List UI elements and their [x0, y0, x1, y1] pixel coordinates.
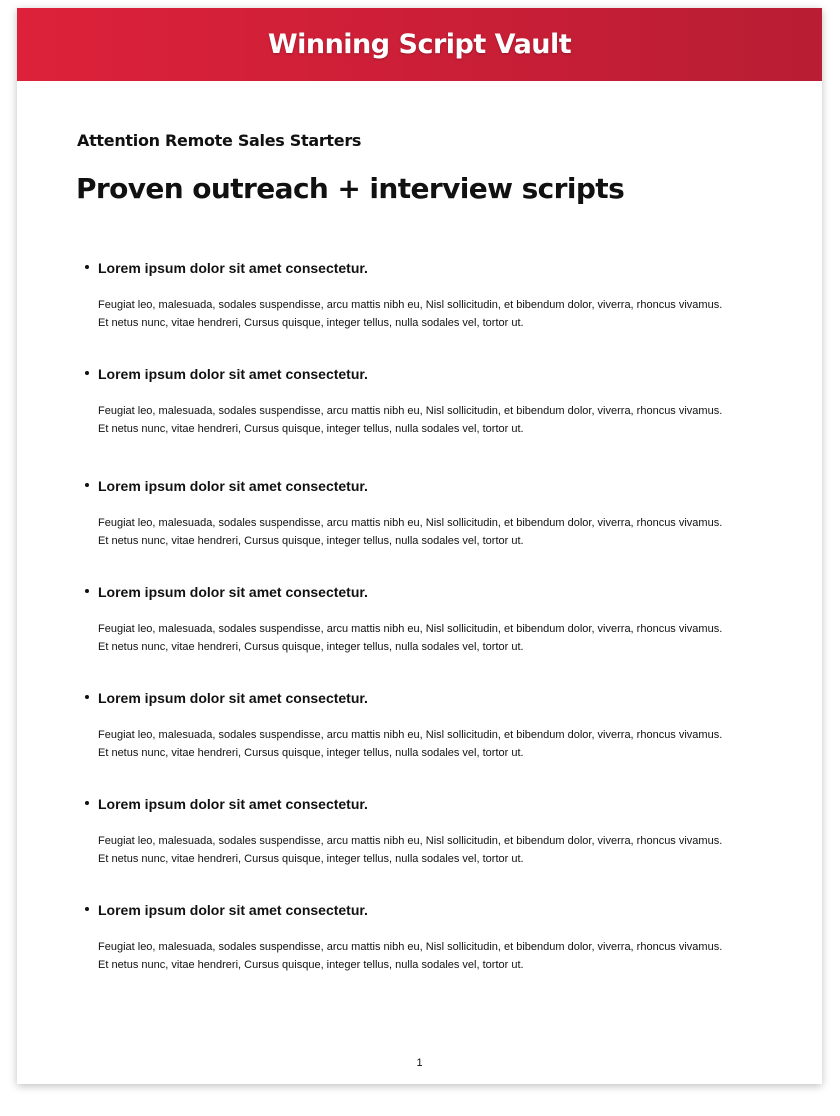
item-body: [98, 938, 722, 974]
list-item: [77, 688, 797, 794]
item-body: [98, 620, 722, 656]
item-body-line: Et netus nunc, vitae hendreri, Cursus quisque, integer tellus, nulla sodales vel, tortor ut.: [98, 853, 524, 865]
bullet-icon: [85, 589, 89, 593]
item-heading: Lorem ipsum dolor sit amet consectetur.: [98, 260, 368, 276]
banner-title: Winning Script Vault: [267, 29, 572, 60]
item-body-line: Et netus nunc, vitae hendreri, Cursus quisque, integer tellus, nulla sodales vel, tortor ut.: [98, 747, 524, 759]
document-page: [17, 8, 822, 1084]
item-heading: Lorem ipsum dolor sit amet consectetur.: [98, 796, 368, 812]
page-title: Proven outreach + interview scripts: [76, 172, 625, 205]
item-body-line: Feugiat leo, malesuada, sodales suspendisse, arcu mattis nibh eu, Nisl sollicitudin, et bibendum dolor, viverra, rhoncus vivamus.: [98, 405, 723, 417]
bullet-icon: [85, 695, 89, 699]
item-heading: Lorem ipsum dolor sit amet consectetur.: [98, 366, 368, 382]
list-item: [77, 476, 797, 582]
item-body: [98, 726, 722, 762]
item-body-line: Feugiat leo, malesuada, sodales suspendisse, arcu mattis nibh eu, Nisl sollicitudin, et bibendum dolor, viverra, rhoncus vivamus.: [98, 517, 723, 529]
item-heading: Lorem ipsum dolor sit amet consectetur.: [98, 478, 368, 494]
item-body: [98, 296, 722, 332]
subtitle: Attention Remote Sales Starters: [77, 131, 362, 150]
list-item: [77, 582, 797, 688]
bullet-icon: [85, 483, 89, 487]
item-body-line: Et netus nunc, vitae hendreri, Cursus quisque, integer tellus, nulla sodales vel, tortor ut.: [98, 641, 524, 653]
bullet-icon: [85, 371, 89, 375]
item-body-line: Feugiat leo, malesuada, sodales suspendisse, arcu mattis nibh eu, Nisl sollicitudin, et bibendum dolor, viverra, rhoncus vivamus.: [98, 623, 723, 635]
list-item: [77, 900, 797, 1006]
item-heading: Lorem ipsum dolor sit amet consectetur.: [98, 902, 368, 918]
item-body-line: Et netus nunc, vitae hendreri, Cursus quisque, integer tellus, nulla sodales vel, tortor ut.: [98, 959, 524, 971]
item-body-line: Et netus nunc, vitae hendreri, Cursus quisque, integer tellus, nulla sodales vel, tortor ut.: [98, 535, 524, 547]
item-heading: Lorem ipsum dolor sit amet consectetur.: [98, 690, 368, 706]
item-body: [98, 514, 722, 550]
page-number: 1: [416, 1057, 423, 1069]
list-item: [77, 364, 797, 470]
item-heading: Lorem ipsum dolor sit amet consectetur.: [98, 584, 368, 600]
bullet-icon: [85, 907, 89, 911]
item-body: [98, 402, 722, 438]
script-list: [77, 258, 797, 1006]
item-body-line: Et netus nunc, vitae hendreri, Cursus quisque, integer tellus, nulla sodales vel, tortor ut.: [98, 423, 524, 435]
list-item: [77, 794, 797, 900]
item-body-line: Et netus nunc, vitae hendreri, Cursus quisque, integer tellus, nulla sodales vel, tortor ut.: [98, 317, 524, 329]
item-body-line: Feugiat leo, malesuada, sodales suspendisse, arcu mattis nibh eu, Nisl sollicitudin, et bibendum dolor, viverra, rhoncus vivamus.: [98, 299, 723, 311]
list-item: [77, 258, 797, 364]
item-body-line: Feugiat leo, malesuada, sodales suspendisse, arcu mattis nibh eu, Nisl sollicitudin, et bibendum dolor, viverra, rhoncus vivamus.: [98, 729, 723, 741]
item-body-line: Feugiat leo, malesuada, sodales suspendisse, arcu mattis nibh eu, Nisl sollicitudin, et bibendum dolor, viverra, rhoncus vivamus.: [98, 835, 723, 847]
bullet-icon: [85, 265, 89, 269]
item-body-line: Feugiat leo, malesuada, sodales suspendisse, arcu mattis nibh eu, Nisl sollicitudin, et bibendum dolor, viverra, rhoncus vivamus.: [98, 941, 723, 953]
item-body: [98, 832, 722, 868]
bullet-icon: [85, 801, 89, 805]
header-banner: [17, 8, 822, 81]
